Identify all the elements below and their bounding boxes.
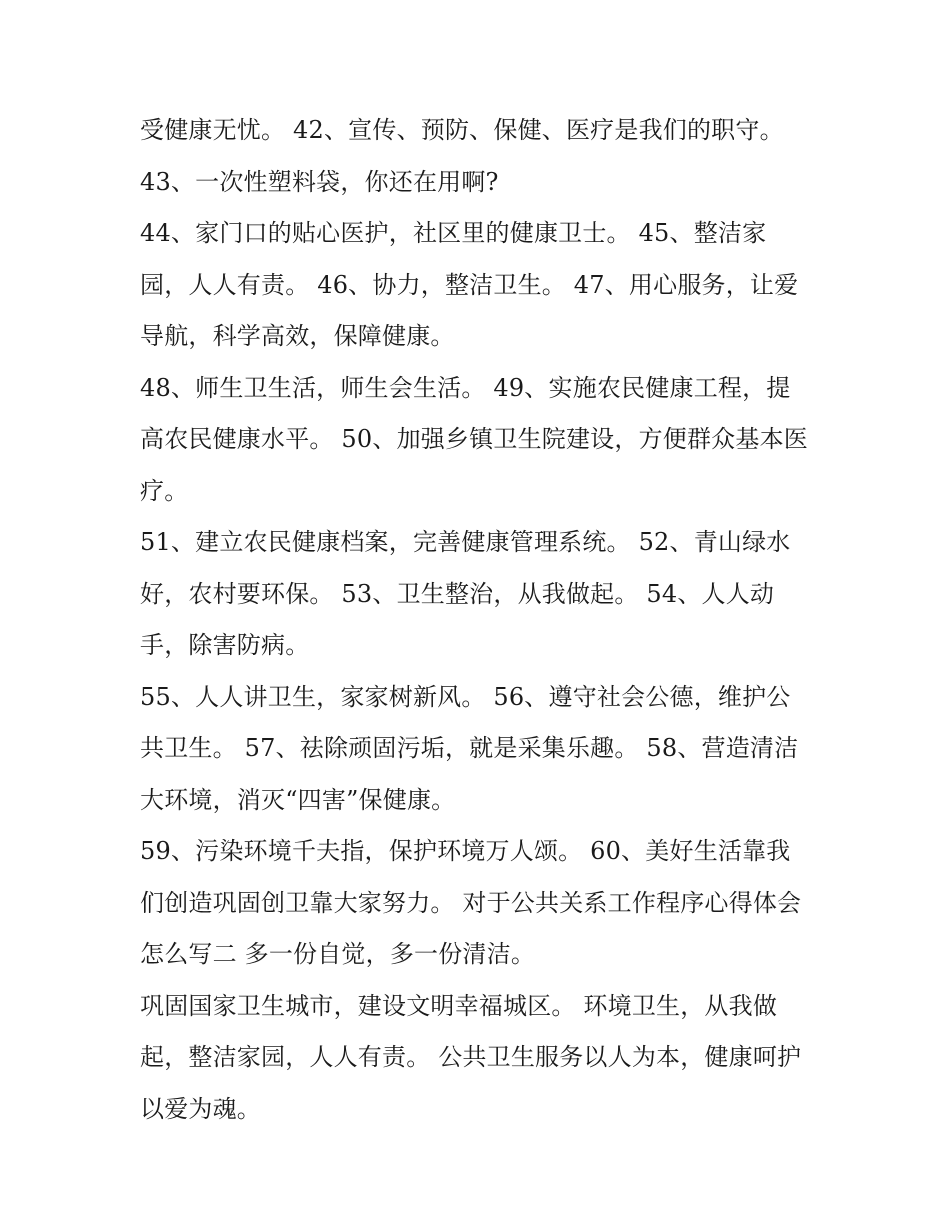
paragraph: 44、家门口的贴心医护，社区里的健康卫士。 45、整洁家园，人人有责。 46、协力，整洁卫生。 47、用心服务，让爱导航，科学高效，保障健康。	[140, 219, 799, 350]
paragraph: 43、一次性塑料袋，你还在用啊?	[140, 167, 499, 196]
paragraph: 55、人人讲卫生，家家树新风。 56、遵守社会公德，维护公共卫生。 57、祛除顽固污垢，就是采集乐趣。 58、营造清洁大环境，消灭“四害”保健康。	[140, 682, 799, 814]
paragraph: 59、污染环境千夫指，保护环境万人颂。 60、美好生活靠我们创造巩固创卫靠大家努力。 对于公共关系工作程序心得体会怎么写二 多一份自觉，多一份清洁。	[140, 837, 802, 968]
paragraph: 48、师生卫生活，师生会生活。 49、实施农民健康工程，提高农民健康水平。 50、加强乡镇卫生院建设，方便群众基本医疗。	[140, 373, 808, 505]
paragraph: 巩固国家卫生城市，建设文明幸福城区。 环境卫生，从我做起，整洁家园，人人有责。 公共卫生服务以人为本，健康呵护以爱为魂。	[140, 991, 802, 1123]
paragraph: 受健康无忧。 42、宣传、预防、保健、医疗是我们的职守。	[140, 116, 784, 144]
document-body	[140, 105, 810, 1135]
paragraph: 51、建立农民健康档案，完善健康管理系统。 52、青山绿水好，农村要环保。 53、卫生整治，从我做起。 54、人人动手，除害防病。	[140, 528, 791, 659]
